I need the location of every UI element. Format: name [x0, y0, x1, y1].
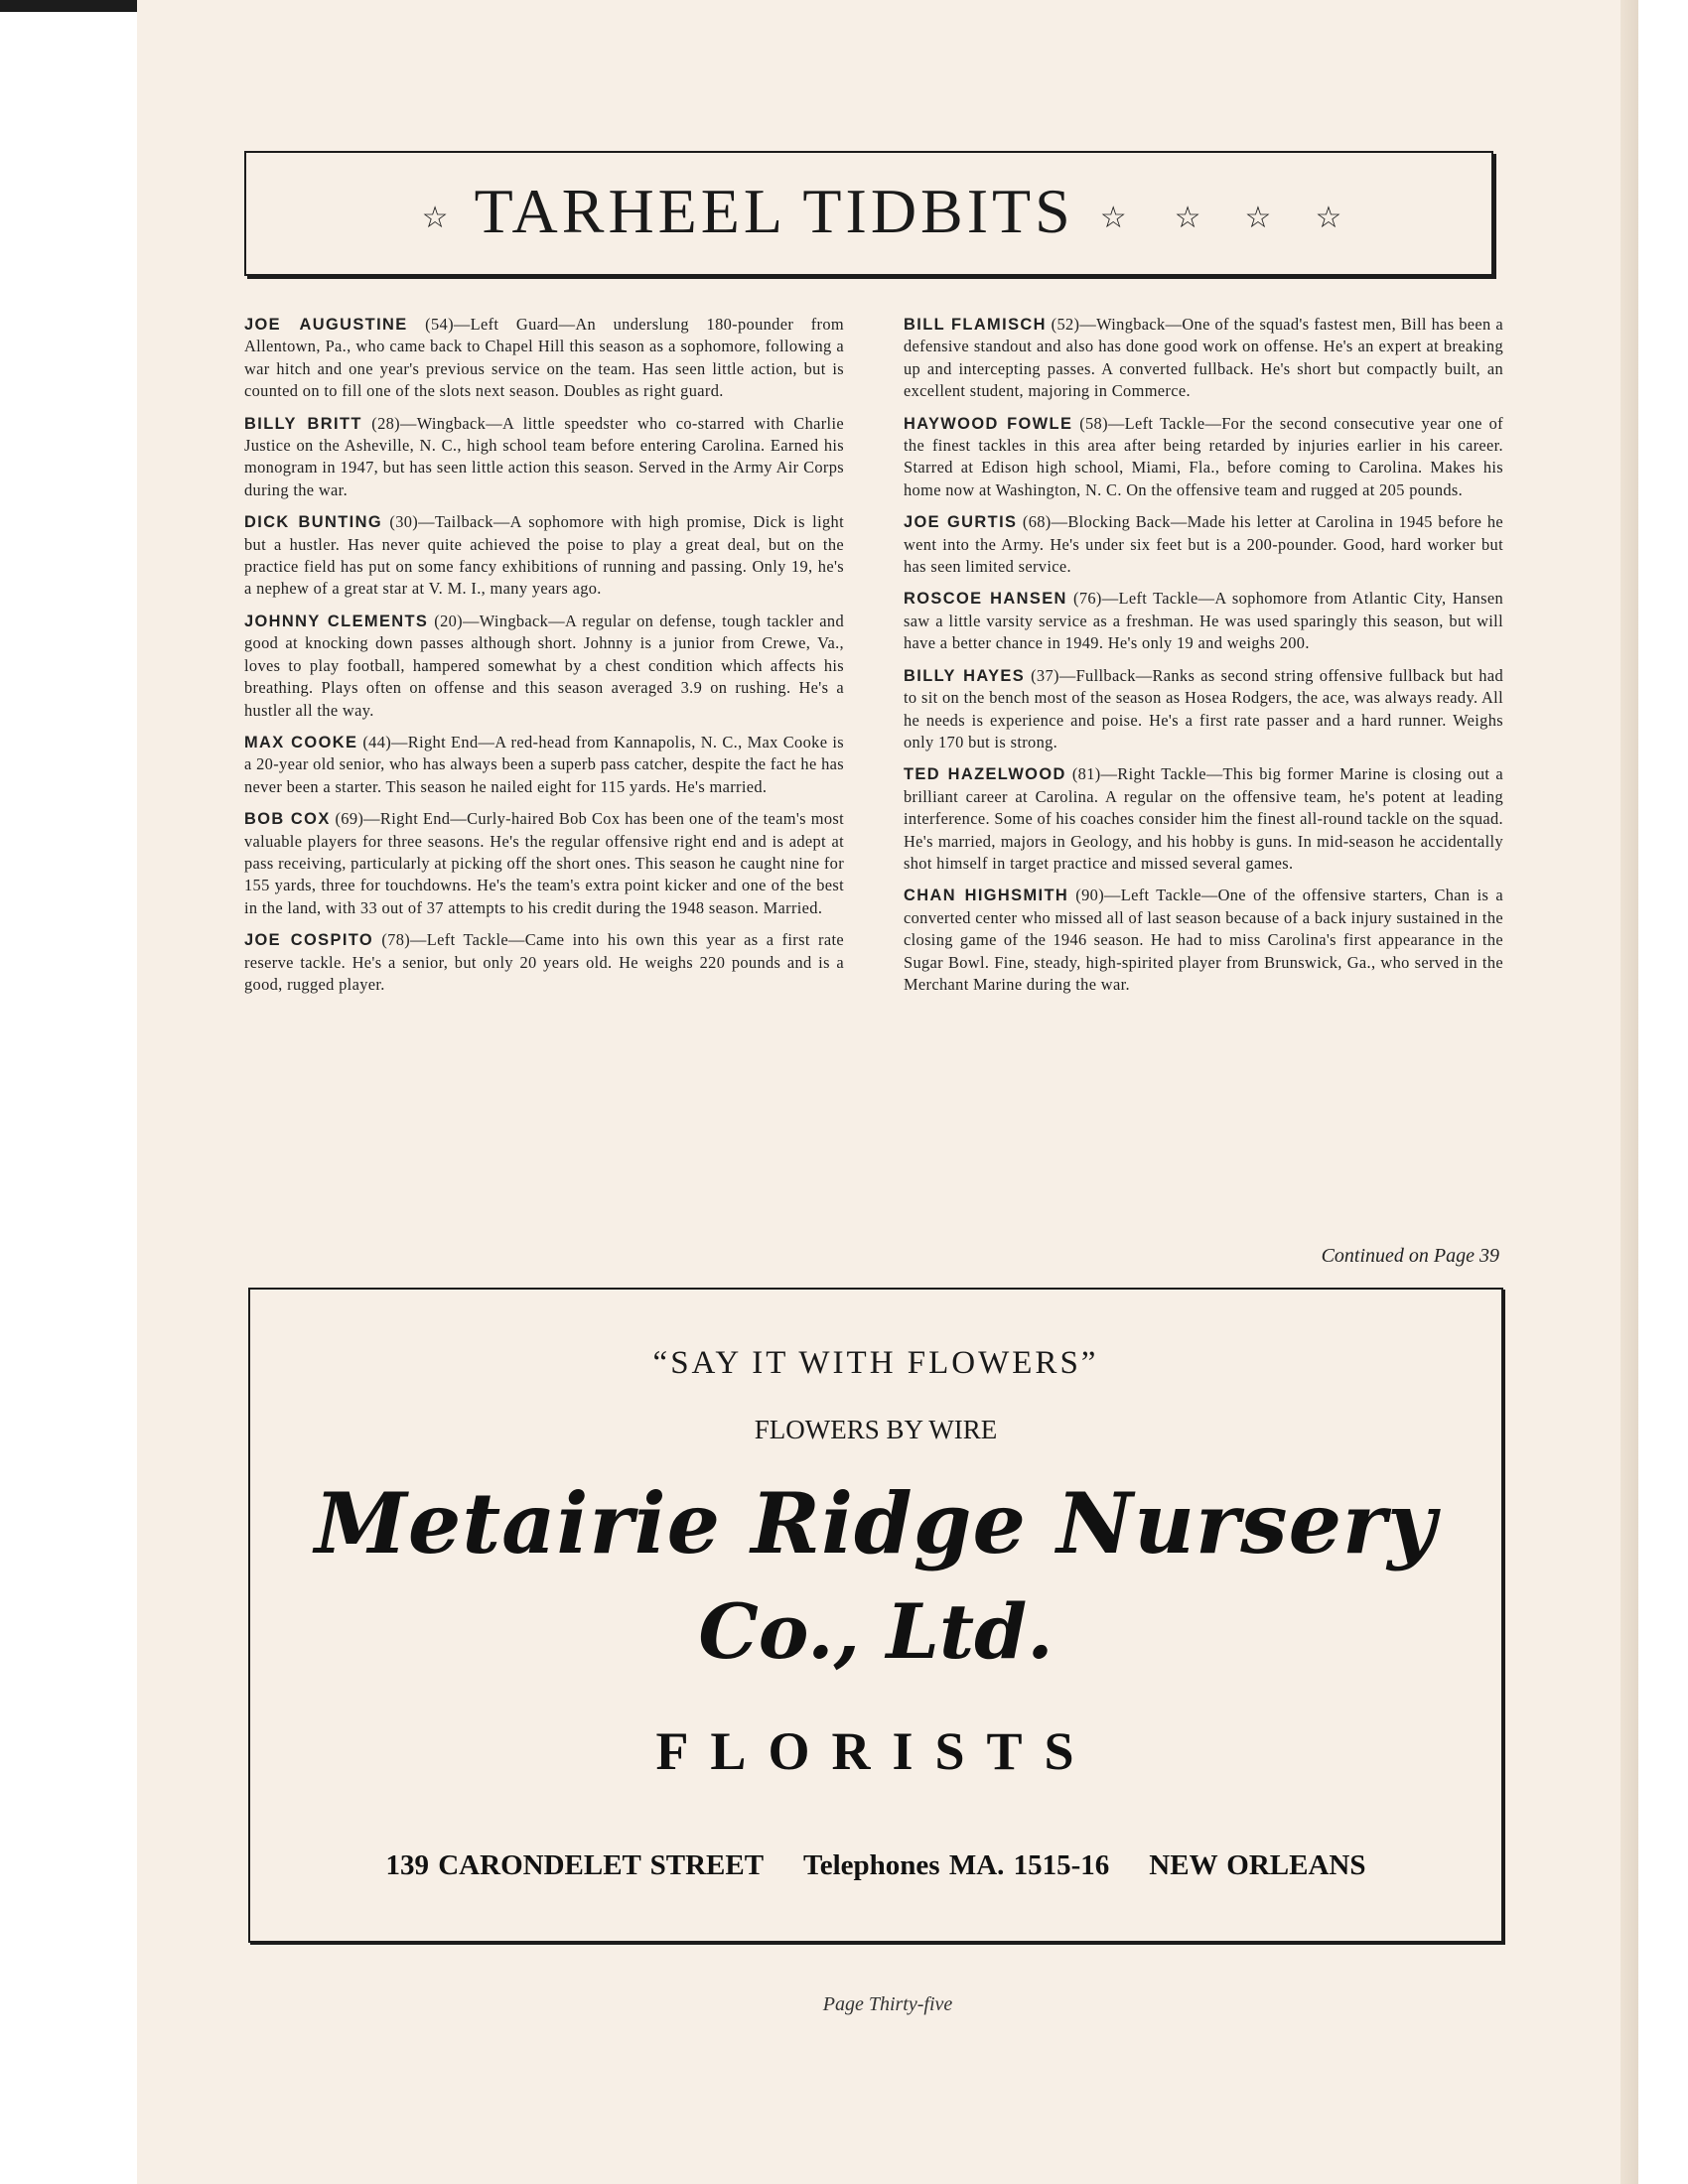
player-name: HAYWOOD FOWLE: [904, 414, 1073, 433]
player-description: (76)—Left Tackle—A sophomore from Atlantic City, Hansen saw a little varsity service as a freshman. He was used sparingly this season, but will have a better chance in 1949. He's only 19 and weighs 200.: [904, 589, 1503, 653]
player-entry: [904, 588, 1503, 654]
ad-address: 139 CARONDELET STREET: [385, 1849, 765, 1881]
player-name: JOE AUGUSTINE: [244, 316, 408, 334]
player-entry: [904, 314, 1503, 403]
ad-contact-line: [250, 1849, 1501, 1882]
advertisement-box: [248, 1288, 1503, 1943]
page-title-text: TARHEEL TIDBITS: [474, 176, 1074, 246]
player-description: (58)—Left Tackle—For the second consecutive year one of the finest tackles in this area after being retarded by injuries earlier in his career. Starred at Edison high school, Miami, Fla., before coming to Carolina. Makes his home now at Washington, N. C. On the offensive team and rugged at 205 pounds.: [904, 413, 1503, 499]
player-entry: [904, 413, 1503, 502]
player-entry: [904, 665, 1503, 754]
player-name: BILLY BRITT: [244, 414, 362, 433]
player-description: (69)—Right End—Curly-haired Bob Cox has been one of the team's most valuable players for three seasons. He's the regular offensive right end and is adept at pass receiving, particularly at picking off the short ones. This season he caught nine for 155 yards, three for touchdowns. He's the team's extra point kicker and one of the best in the land, with 33 out of 37 attempts to his credit during the 1948 season. Married.: [244, 809, 844, 917]
page-edge-shadow: [1620, 0, 1638, 2184]
player-name: ROSCOE HANSEN: [904, 590, 1067, 609]
player-entry: [244, 511, 844, 601]
player-entry: [244, 732, 844, 798]
player-entry: [244, 611, 844, 722]
ad-city: NEW ORLEANS: [1149, 1849, 1366, 1881]
page-title: [246, 175, 1491, 248]
star-icon: ☆: [1099, 201, 1127, 234]
player-description: (28)—Wingback—A little speedster who co-starred with Charlie Justice on the Asheville, N. C., high school team before entering Carolina. Earned his monogram in 1947, but has seen little action this season. Served in the Army Air Corps during the war.: [244, 413, 844, 499]
player-name: BILLY HAYES: [904, 666, 1026, 685]
player-description: (68)—Blocking Back—Made his letter at Carolina in 1945 before he went into the Army. He's under six feet but is a 200-pounder. Good, hard worker but has seen limited service.: [904, 512, 1503, 577]
ad-slogan: “SAY IT WITH FLOWERS”: [652, 1345, 1099, 1381]
player-description: (54)—Left Guard—An underslung 180-pounder from Allentown, Pa., who came back to Chapel Hill this season as a sophomore, following a war hitch and one year's previous service on the team. Has seen little action, but is counted on to fill one of the slots next season. Doubles as right guard.: [244, 315, 844, 401]
player-name: MAX COOKE: [244, 733, 358, 751]
player-description: (44)—Right End—A red-head from Kannapolis, N. C., Max Cooke is a 20-year old senior, who has always been a superb pass catcher, despite the fact he has never been a starter. This season he nailed eight for 115 yards. He's married.: [244, 732, 844, 796]
player-name: JOHNNY CLEMENTS: [244, 612, 429, 630]
left-column: [244, 314, 844, 1006]
star-icon: ☆: [1244, 201, 1272, 234]
player-entry: [904, 885, 1503, 996]
player-description: (20)—Wingback—A regular on defense, tough tackler and good at knocking down passes although short. Johnny is a junior from Crewe, Va., loves to play football, hampered somewhat by a chest condition which affects his breathing. Plays often on offense and this season averaged 3.9 on rushing. He's a hustler all the way.: [244, 611, 845, 720]
player-description: (52)—Wingback—One of the squad's fastest men, Bill has been a defensive standout and also has done good work on offense. He's an expert at breaking up and intercepting passes. A converted fullback. He's short but compactly built, an excellent student, majoring in Commerce.: [904, 315, 1503, 401]
player-name: DICK BUNTING: [244, 513, 383, 532]
right-column: [904, 314, 1503, 1006]
player-name: CHAN HIGHSMITH: [904, 887, 1069, 905]
page-number: Page Thirty-five: [822, 1993, 953, 2015]
player-description: (78)—Left Tackle—Came into his own this year as a first rate reserve tackle. He's a senior, but only 20 years old. He weighs 220 pounds and is a good, rugged player.: [244, 930, 844, 994]
player-description: (30)—Tailback—A sophomore with high promise, Dick is light but a hustler. Has never quite achieved the poise to play a great deal, but on the practice field has put on some fancy exhibitions of running and passing. Only 19, he's a nephew of a great star at V. M. I., many years ago.: [244, 512, 844, 599]
ad-business-suffix: Co., Ltd.: [698, 1587, 1054, 1676]
ad-business-name: Metairie Ridge Nursery: [314, 1474, 1438, 1572]
player-entry: [904, 763, 1503, 875]
player-name: JOE COSPITO: [244, 931, 374, 950]
title-banner: [244, 151, 1493, 276]
player-entry: [244, 413, 844, 502]
player-name: JOE GURTIS: [904, 513, 1018, 532]
player-name: BOB COX: [244, 810, 331, 829]
scan-corner-mark: [0, 0, 137, 12]
star-icon: ☆: [421, 201, 449, 234]
player-entry: [244, 808, 844, 919]
ad-phone: Telephones MA. 1515-16: [803, 1849, 1110, 1881]
player-description: (81)—Right Tackle—This big former Marine is closing out a brilliant career at Carolina. A regular on the offensive team, he's potent at leading interference. Some of his coaches consider him the finest all-round tackle on the squad. He's married, majors in Geology, and his hobby is guns. In mid-season he accidentally shot himself in target practice and missed several games.: [904, 764, 1503, 873]
player-description: (90)—Left Tackle—One of the offensive starters, Chan is a converted center who missed all of last season because of a back injury sustained in the closing game of the 1946 season. He had to miss Carolina's first appearance in the Sugar Bowl. Fine, steady, high-spirited player from Brunswick, Ga., who served in the Merchant Marine during the war.: [904, 886, 1504, 994]
star-icon: ☆: [1174, 201, 1201, 234]
ad-florists-label: FLORISTS: [655, 1721, 1096, 1781]
star-icon: ☆: [1315, 201, 1342, 234]
player-description: (37)—Fullback—Ranks as second string offensive fullback but had to sit on the bench most of the season as Hosea Rodgers, the ace, was always ready. All he needs is experience and poise. He's a first rate passer and a hard runner. Weighs only 170 but is strong.: [904, 665, 1504, 751]
player-name: BILL FLAMISCH: [904, 316, 1047, 334]
player-entry: [904, 511, 1503, 578]
player-entry: [244, 929, 844, 996]
player-name: TED HAZELWOOD: [904, 765, 1066, 784]
continued-note: Continued on Page 39: [1321, 1245, 1499, 1267]
ad-flowers-by-wire: FLOWERS BY WIRE: [754, 1415, 998, 1444]
player-entry: [244, 314, 844, 403]
